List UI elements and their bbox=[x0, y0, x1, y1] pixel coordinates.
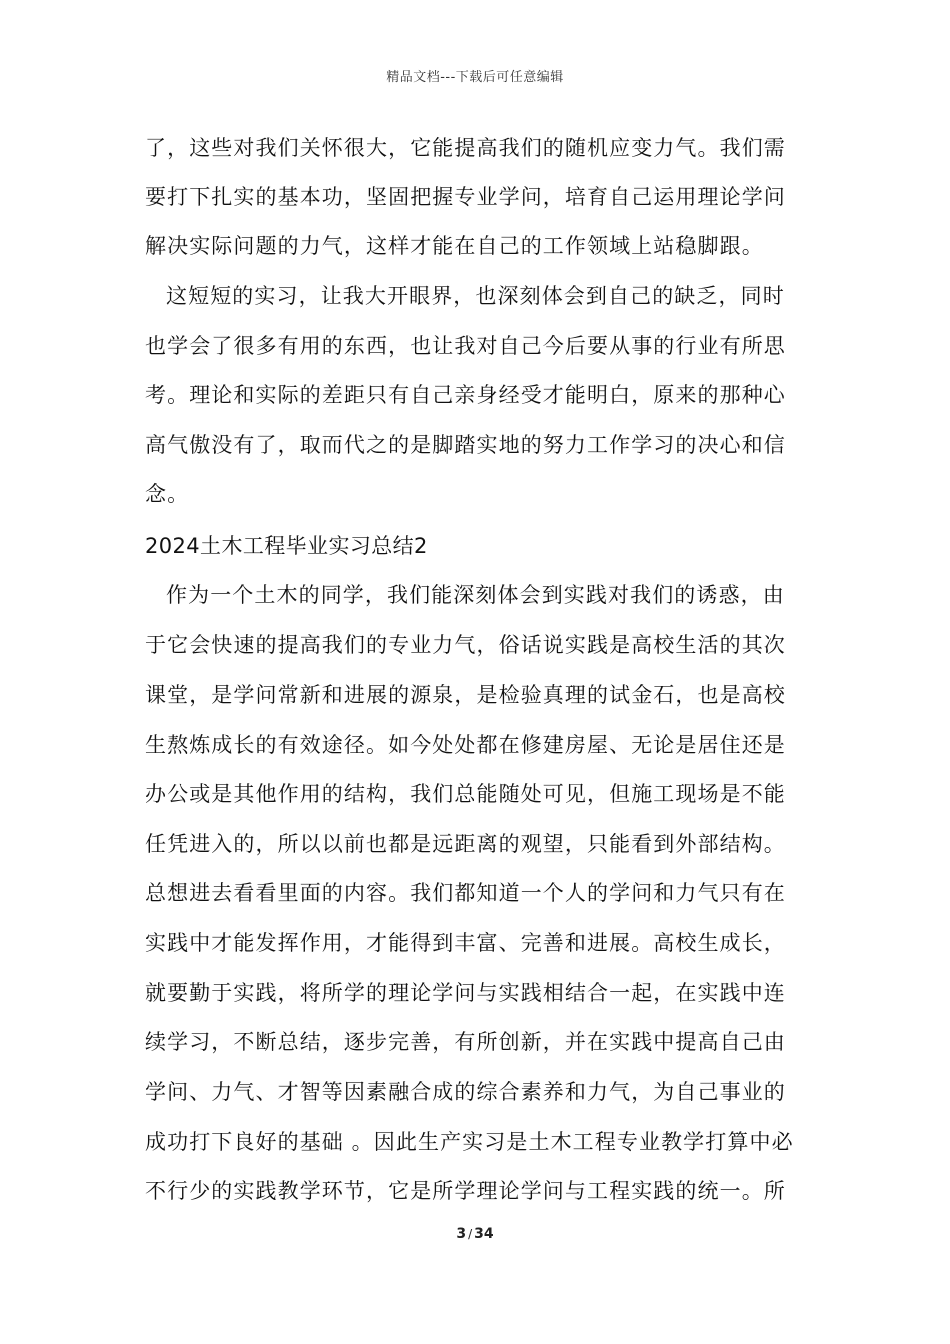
text-line: 要打下扎实的基本功，坚固把握专业学问，培育自己运用理论学问 bbox=[145, 185, 786, 209]
text-line: 也学会了很多有用的东西，也让我对自己今后要从事的行业有所思 bbox=[145, 334, 786, 358]
text-line: 不行少的实践教学环节，它是所学理论学问与工程实践的统一。所 bbox=[145, 1179, 786, 1203]
text-line: 解决实际问题的力气，这样才能在自己的工作领域上站稳脚跟。 bbox=[145, 234, 764, 258]
text-line: 续学习，不断总结，逐步完善，有所创新，并在实践中提高自己由 bbox=[145, 1030, 786, 1054]
text-line: 这短短的实习，让我大开眼界，也深刻体会到自己的缺乏，同时 bbox=[166, 284, 785, 308]
page-header: 精品文档---下载后可任意编辑 bbox=[386, 70, 564, 85]
text-line: 学问、力气、才智等因素融合成的综合素养和力气，为自己事业的 bbox=[145, 1080, 786, 1104]
text-line: 了，这些对我们关怀很大，它能提高我们的随机应变力气。我们需 bbox=[145, 136, 786, 160]
text-line: 生熬炼成长的有效途径。如今处处都在修建房屋、无论是居住还是 bbox=[145, 733, 786, 757]
text-line: 高气傲没有了，取而代之的是脚踏实地的努力工作学习的决心和信 bbox=[145, 433, 786, 457]
text-line: 就要勤于实践，将所学的理论学问与实践相结合一起，在实践中连 bbox=[145, 981, 786, 1005]
page-separator: / bbox=[468, 1227, 473, 1241]
text-line: 考。理论和实际的差距只有自己亲身经受才能明白，原来的那种心 bbox=[145, 383, 786, 407]
text-line: 作为一个土木的同学，我们能深刻体会到实践对我们的诱惑，由 bbox=[166, 583, 785, 607]
text-line: 任凭进入的，所以以前也都是远距离的观望，只能看到外部结构。 bbox=[145, 832, 786, 856]
text-line: 念。 bbox=[145, 482, 190, 506]
text-line: 于它会快速的提高我们的专业力气，俗话说实践是高校生活的其次 bbox=[145, 633, 786, 657]
text-line: 办公或是其他作用的结构，我们总能随处可见，但施工现场是不能 bbox=[145, 782, 786, 806]
text-line: 课堂，是学问常新和进展的源泉，是检验真理的试金石，也是高校 bbox=[145, 683, 786, 707]
current-page-number: 3 bbox=[456, 1226, 467, 1242]
page-number bbox=[0, 1226, 950, 1242]
text-line: 总想进去看看里面的内容。我们都知道一个人的学问和力气只有在 bbox=[145, 881, 786, 905]
text-line: 实践中才能发挥作用，才能得到丰富、完善和进展。高校生成长， bbox=[145, 931, 786, 955]
total-pages-number: 34 bbox=[474, 1226, 494, 1242]
text-line: 成功打下良好的基础 。因此生产实习是土木工程专业教学打算中必 bbox=[145, 1130, 794, 1154]
section-heading: 2024土木工程毕业实习总结2 bbox=[145, 534, 428, 558]
